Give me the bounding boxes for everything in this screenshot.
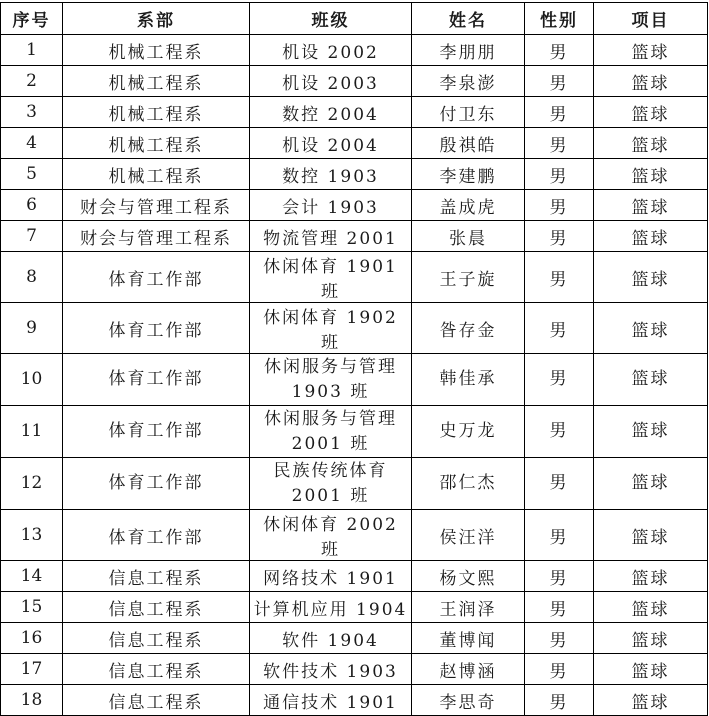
cell-gender: 男 [525, 561, 594, 592]
table-row [1, 354, 708, 406]
cell-class: 数控 1903 [250, 159, 412, 190]
cell-gender: 男 [525, 406, 594, 458]
table-row [1, 66, 708, 97]
cell-class: 休闲服务与管理 2001 班 [250, 406, 412, 458]
cell-name: 王子旋 [412, 252, 525, 303]
cell-dept: 机械工程系 [63, 97, 250, 128]
table-row [1, 510, 708, 561]
table-row [1, 561, 708, 592]
cell-no: 17 [1, 654, 63, 685]
cell-no: 9 [1, 303, 63, 354]
table-row [1, 458, 708, 510]
table-row [1, 592, 708, 623]
cell-no: 7 [1, 221, 63, 252]
cell-item: 篮球 [594, 128, 708, 159]
table-row [1, 303, 708, 354]
cell-gender: 男 [525, 592, 594, 623]
header-no: 序号 [1, 3, 63, 35]
cell-gender: 男 [525, 97, 594, 128]
cell-dept: 机械工程系 [63, 66, 250, 97]
cell-dept: 信息工程系 [63, 592, 250, 623]
cell-item: 篮球 [594, 654, 708, 685]
cell-gender: 男 [525, 221, 594, 252]
cell-dept: 财会与管理工程系 [63, 190, 250, 221]
table-row [1, 128, 708, 159]
cell-name: 李思奇 [412, 685, 525, 716]
table-row [1, 654, 708, 685]
cell-dept: 体育工作部 [63, 303, 250, 354]
cell-dept: 信息工程系 [63, 685, 250, 716]
cell-class: 休闲体育 1902 班 [250, 303, 412, 354]
cell-class: 休闲体育 1901 班 [250, 252, 412, 303]
cell-name: 李建鹏 [412, 159, 525, 190]
header-row [1, 3, 708, 35]
cell-dept: 机械工程系 [63, 35, 250, 66]
cell-dept: 机械工程系 [63, 128, 250, 159]
cell-no: 1 [1, 35, 63, 66]
cell-name: 付卫东 [412, 97, 525, 128]
table-row [1, 685, 708, 716]
cell-no: 3 [1, 97, 63, 128]
table-row [1, 252, 708, 303]
table-row [1, 35, 708, 66]
roster-table [0, 2, 708, 716]
cell-gender: 男 [525, 510, 594, 561]
cell-gender: 男 [525, 654, 594, 685]
cell-class: 休闲体育 2002 班 [250, 510, 412, 561]
cell-no: 5 [1, 159, 63, 190]
cell-no: 12 [1, 458, 63, 510]
cell-dept: 机械工程系 [63, 159, 250, 190]
cell-dept: 体育工作部 [63, 354, 250, 406]
cell-class: 机设 2002 [250, 35, 412, 66]
cell-class: 休闲服务与管理 1903 班 [250, 354, 412, 406]
cell-name: 李朋朋 [412, 35, 525, 66]
header-class: 班级 [250, 3, 412, 35]
cell-name: 韩佳承 [412, 354, 525, 406]
cell-no: 14 [1, 561, 63, 592]
cell-class: 民族传统体育 2001 班 [250, 458, 412, 510]
table-row [1, 221, 708, 252]
cell-no: 16 [1, 623, 63, 654]
cell-class: 物流管理 2001 [250, 221, 412, 252]
cell-no: 2 [1, 66, 63, 97]
cell-item: 篮球 [594, 510, 708, 561]
cell-dept: 财会与管理工程系 [63, 221, 250, 252]
cell-name: 盖成虎 [412, 190, 525, 221]
cell-dept: 信息工程系 [63, 623, 250, 654]
cell-item: 篮球 [594, 66, 708, 97]
cell-dept: 信息工程系 [63, 561, 250, 592]
cell-class: 计算机应用 1904 [250, 592, 412, 623]
cell-no: 8 [1, 252, 63, 303]
table-row [1, 97, 708, 128]
cell-name: 昝存金 [412, 303, 525, 354]
cell-name: 杨文熙 [412, 561, 525, 592]
cell-class: 机设 2004 [250, 128, 412, 159]
cell-name: 李泉澎 [412, 66, 525, 97]
cell-no: 18 [1, 685, 63, 716]
table-row [1, 159, 708, 190]
cell-class: 软件 1904 [250, 623, 412, 654]
cell-item: 篮球 [594, 221, 708, 252]
cell-name: 董博闻 [412, 623, 525, 654]
cell-item: 篮球 [594, 354, 708, 406]
cell-no: 6 [1, 190, 63, 221]
cell-name: 赵博涵 [412, 654, 525, 685]
cell-name: 殷祺皓 [412, 128, 525, 159]
cell-item: 篮球 [594, 303, 708, 354]
cell-item: 篮球 [594, 190, 708, 221]
cell-item: 篮球 [594, 561, 708, 592]
cell-item: 篮球 [594, 159, 708, 190]
cell-name: 张晨 [412, 221, 525, 252]
cell-gender: 男 [525, 303, 594, 354]
header-item: 项目 [594, 3, 708, 35]
cell-dept: 体育工作部 [63, 252, 250, 303]
cell-item: 篮球 [594, 623, 708, 654]
cell-item: 篮球 [594, 685, 708, 716]
cell-class: 数控 2004 [250, 97, 412, 128]
cell-gender: 男 [525, 159, 594, 190]
cell-gender: 男 [525, 685, 594, 716]
cell-no: 4 [1, 128, 63, 159]
cell-gender: 男 [525, 66, 594, 97]
cell-class: 网络技术 1901 [250, 561, 412, 592]
cell-gender: 男 [525, 623, 594, 654]
header-dept: 系部 [63, 3, 250, 35]
cell-dept: 体育工作部 [63, 458, 250, 510]
cell-class: 软件技术 1903 [250, 654, 412, 685]
cell-name: 史万龙 [412, 406, 525, 458]
cell-class: 机设 2003 [250, 66, 412, 97]
cell-item: 篮球 [594, 97, 708, 128]
cell-name: 侯汪洋 [412, 510, 525, 561]
cell-gender: 男 [525, 252, 594, 303]
cell-gender: 男 [525, 35, 594, 66]
cell-no: 15 [1, 592, 63, 623]
cell-dept: 体育工作部 [63, 510, 250, 561]
header-name: 姓名 [412, 3, 525, 35]
cell-gender: 男 [525, 354, 594, 406]
cell-dept: 信息工程系 [63, 654, 250, 685]
cell-class: 会计 1903 [250, 190, 412, 221]
cell-gender: 男 [525, 128, 594, 159]
header-gender: 性别 [525, 3, 594, 35]
cell-no: 13 [1, 510, 63, 561]
cell-item: 篮球 [594, 458, 708, 510]
cell-item: 篮球 [594, 35, 708, 66]
cell-no: 10 [1, 354, 63, 406]
cell-gender: 男 [525, 458, 594, 510]
table-row [1, 623, 708, 654]
cell-name: 邵仁杰 [412, 458, 525, 510]
cell-item: 篮球 [594, 406, 708, 458]
cell-gender: 男 [525, 190, 594, 221]
cell-dept: 体育工作部 [63, 406, 250, 458]
cell-no: 11 [1, 406, 63, 458]
cell-item: 篮球 [594, 592, 708, 623]
cell-item: 篮球 [594, 252, 708, 303]
table-row [1, 406, 708, 458]
cell-name: 王润泽 [412, 592, 525, 623]
table-row [1, 190, 708, 221]
cell-class: 通信技术 1901 [250, 685, 412, 716]
